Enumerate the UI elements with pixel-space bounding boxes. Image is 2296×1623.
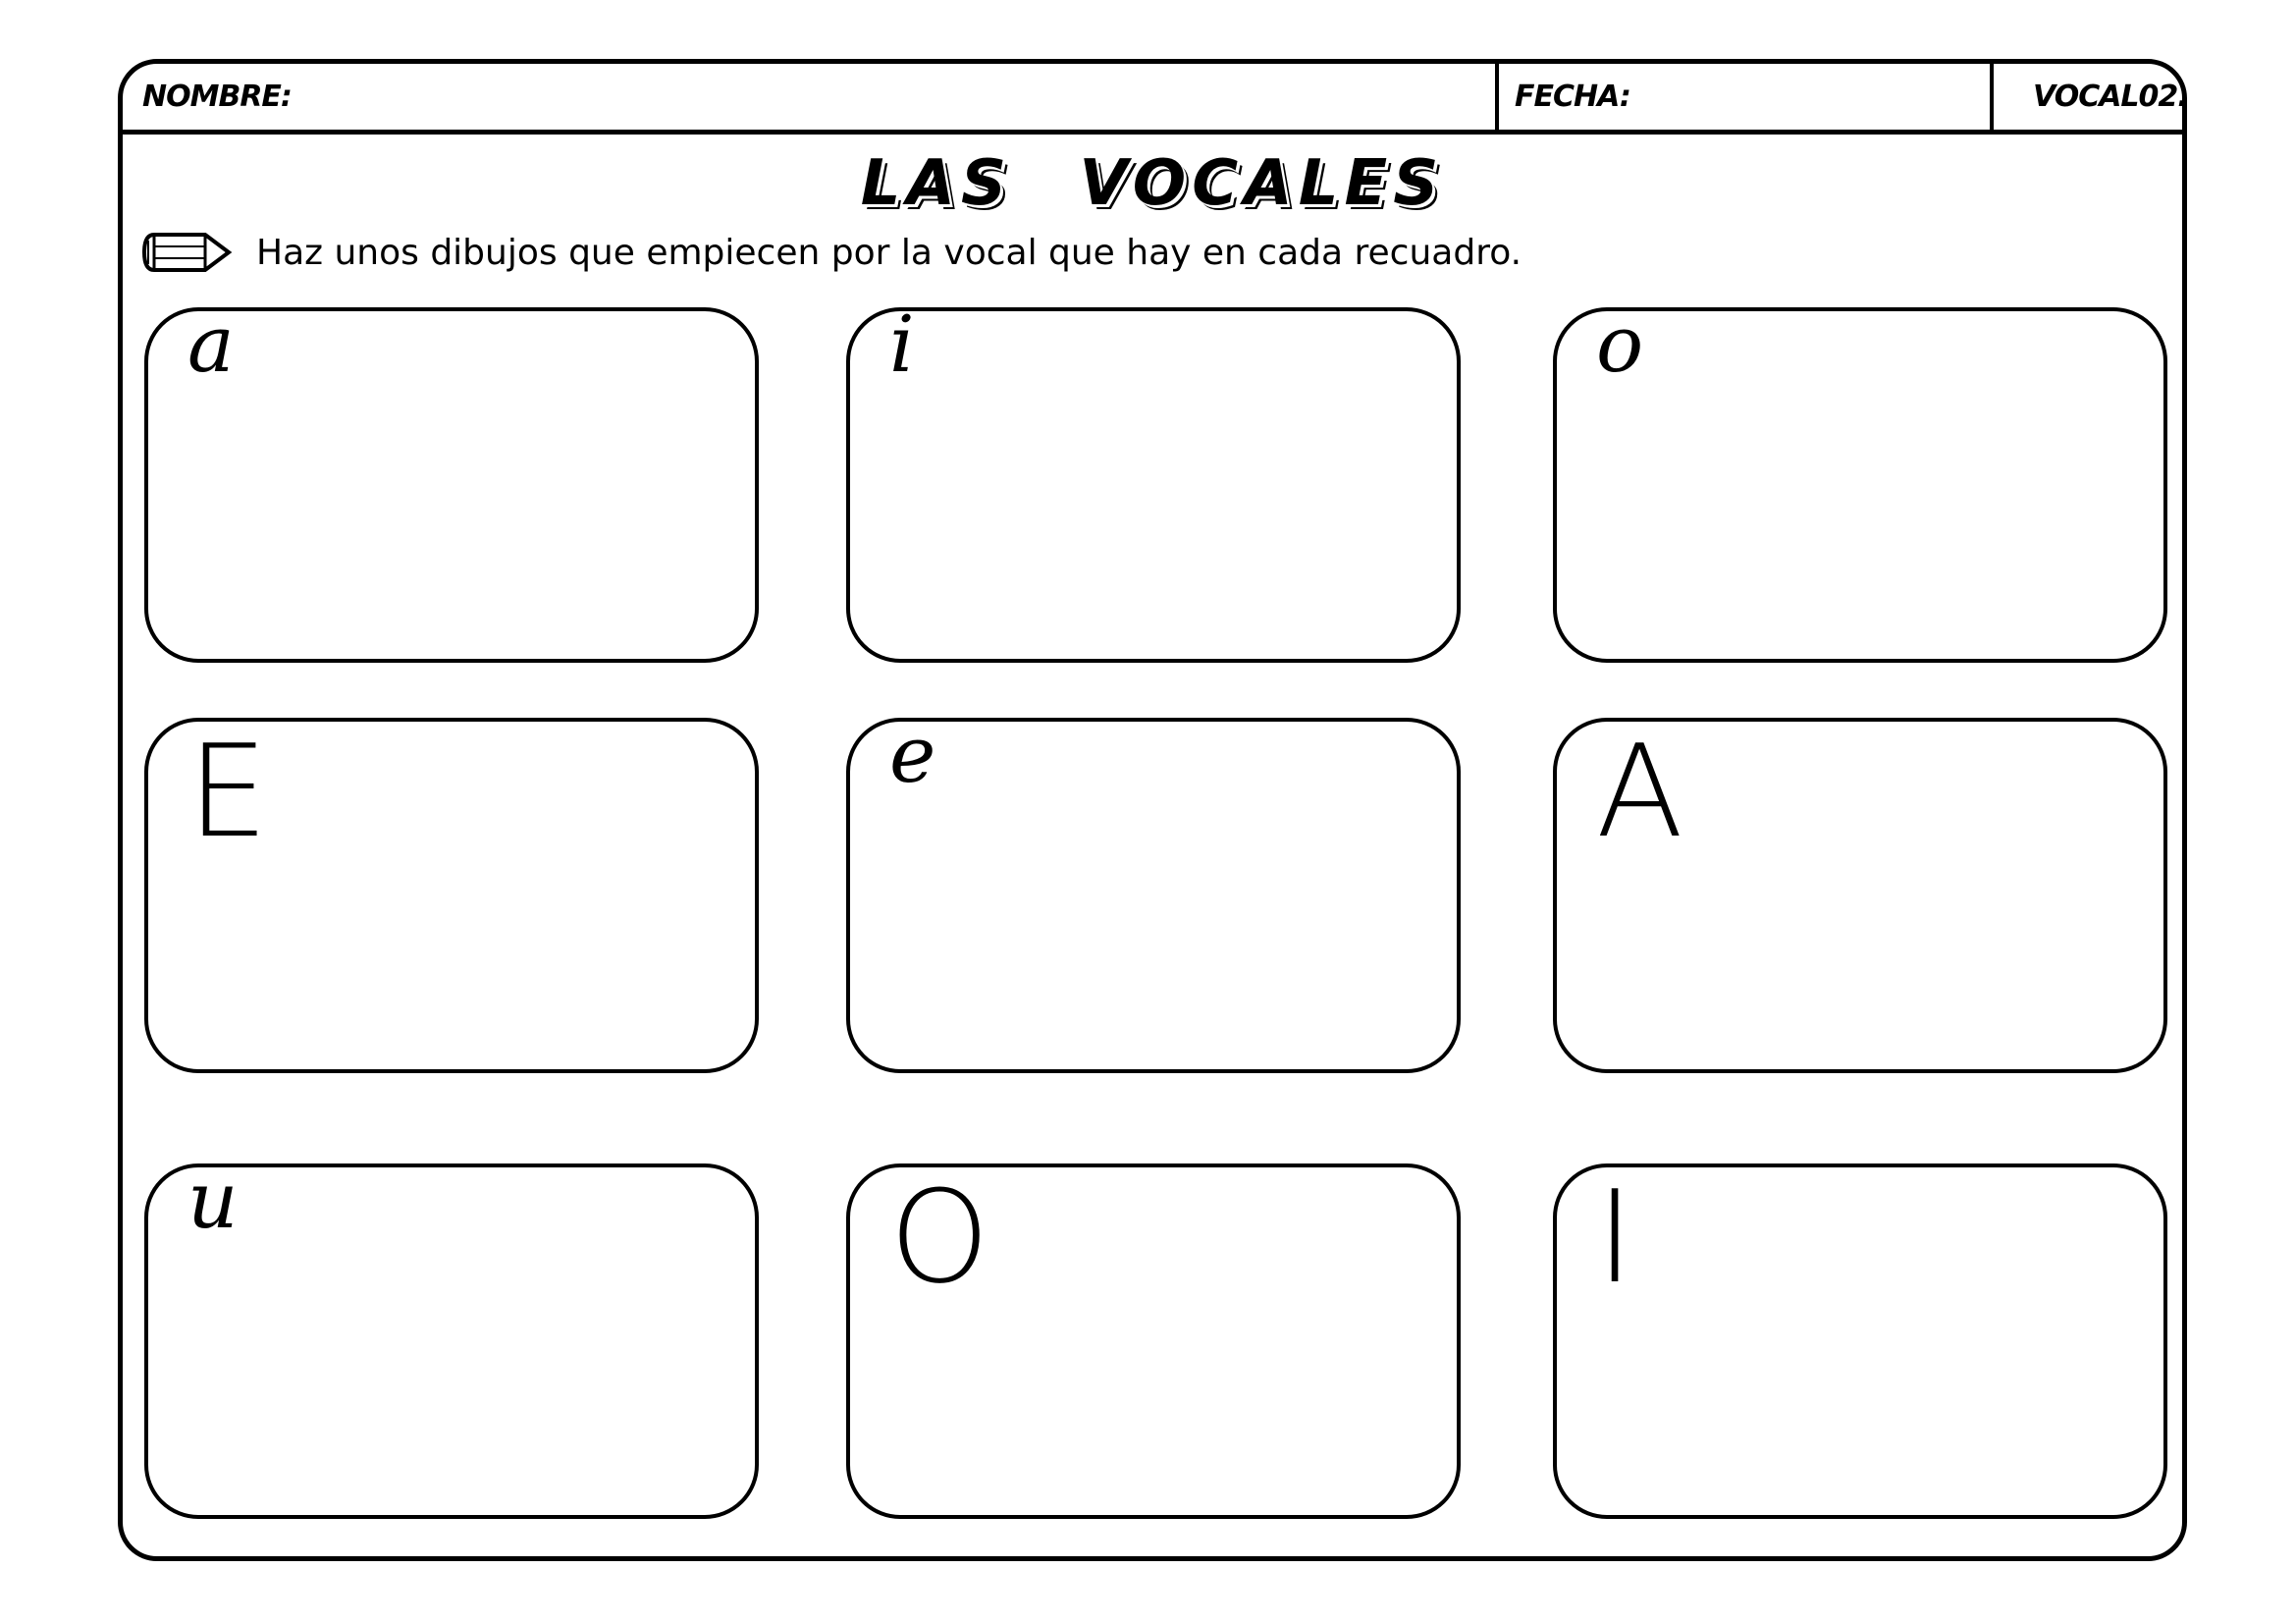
instruction-text: Haz unos dibujos que empiecen por la vocal que hay en cada recuadro. bbox=[256, 232, 1522, 273]
vowel-letter: a bbox=[187, 298, 235, 390]
drawing-box[interactable] bbox=[846, 298, 1461, 663]
name-field[interactable] bbox=[123, 64, 1499, 130]
worksheet-frame bbox=[118, 59, 2187, 1561]
drawing-box[interactable] bbox=[1553, 1163, 2167, 1519]
name-label: NOMBRE: bbox=[142, 80, 292, 114]
vowel-letter: E bbox=[187, 717, 269, 866]
worksheet-code bbox=[1994, 64, 2188, 130]
drawing-box[interactable] bbox=[846, 1163, 1461, 1519]
drawing-box[interactable] bbox=[1553, 298, 2167, 663]
vowel-letter: o bbox=[1596, 298, 1644, 390]
instruction bbox=[140, 223, 1522, 282]
worksheet-code-text: VOCAL02. bbox=[2033, 80, 2188, 114]
drawing-box[interactable] bbox=[1553, 718, 2167, 1073]
date-label: FECHA: bbox=[1515, 80, 1630, 114]
vowel-letter: O bbox=[889, 1163, 990, 1312]
vowel-letter: i bbox=[889, 298, 915, 390]
pencil-icon bbox=[140, 227, 235, 278]
drawing-box[interactable] bbox=[144, 298, 759, 663]
vowel-letter: u bbox=[187, 1155, 239, 1246]
vowel-letter: e bbox=[889, 709, 936, 800]
date-field[interactable] bbox=[1499, 64, 1994, 130]
page-title: LAS VOCALES bbox=[860, 147, 1445, 220]
drawing-box[interactable] bbox=[144, 1155, 759, 1519]
drawing-box[interactable] bbox=[846, 709, 1461, 1073]
vowel-letter: I bbox=[1596, 1163, 1634, 1312]
header-row bbox=[123, 64, 2188, 135]
drawing-box[interactable] bbox=[144, 718, 759, 1073]
vowel-letter: A bbox=[1596, 717, 1683, 866]
